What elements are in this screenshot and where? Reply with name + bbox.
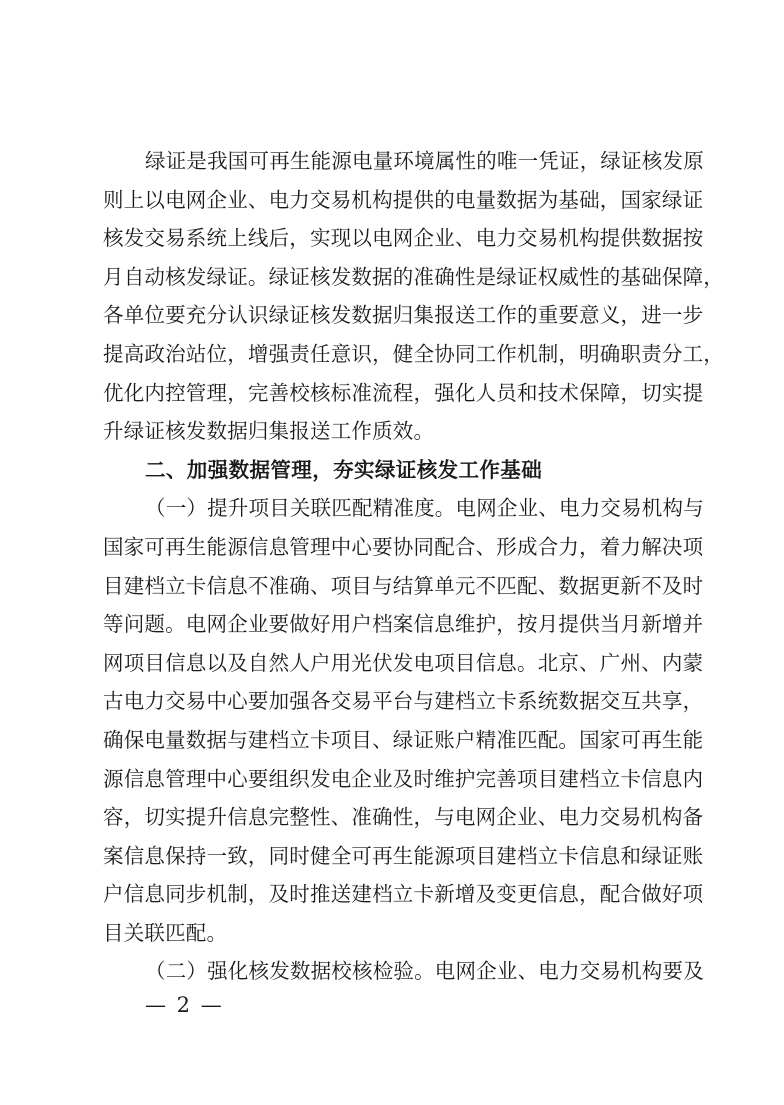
paragraph-line: 确保电量数据与建档立卡项目、绿证账户精准匹配。国家可再生能 <box>103 727 704 752</box>
paragraph-line: 古电力交易中心要加强各交易平台与建档立卡系统数据交互共享， <box>103 689 704 714</box>
paragraph-line: 则上以电网企业、电力交易机构提供的电量数据为基础，国家绿证 <box>103 187 704 212</box>
paragraph-line: 绿证是我国可再生能源电量环境属性的唯一凭证，绿证核发原 <box>145 149 704 173</box>
paragraph-line: 提高政治站位，增强责任意识，健全协同工作机制，明确职责分工， <box>103 341 724 366</box>
paragraph-line: 优化内控管理，完善校核标准流程，强化人员和技术保障，切实提 <box>103 380 704 405</box>
paragraph-line: 等问题。电网企业要做好用户档案信息维护，按月提供当月新增并 <box>103 612 704 637</box>
paragraph-line: 核发交易系统上线后，实现以电网企业、电力交易机构提供数据按 <box>103 226 704 251</box>
paragraph-line: （一）提升项目关联匹配精准度。电网企业、电力交易机构与 <box>145 496 704 521</box>
paragraph-line: 各单位要充分认识绿证核发数据归集报送工作的重要意义，进一步 <box>103 303 704 328</box>
paragraph-line: 源信息管理中心要组织发电企业及时维护完善项目建档立卡信息内 <box>103 766 704 791</box>
paragraph-line: 月自动核发绿证。绿证核发数据的准确性是绿证权威性的基础保障， <box>103 264 724 289</box>
paragraph-line: 网项目信息以及自然人户用光伏发电项目信息。北京、广州、内蒙 <box>103 650 704 675</box>
paragraph-line: 国家可再生能源信息管理中心要协同配合、形成合力，着力解决项 <box>103 534 704 559</box>
paragraph-line: 目建档立卡信息不准确、项目与结算单元不匹配、数据更新不及时 <box>103 573 704 598</box>
section-heading: 二、加强数据管理，夯实绿证核发工作基础 <box>145 457 543 482</box>
paragraph-line: 升绿证核发数据归集报送工作质效。 <box>103 419 435 444</box>
paragraph-line: 目关联匹配。 <box>103 920 228 945</box>
paragraph-line: （二）强化核发数据校核检验。电网企业、电力交易机构要及 <box>145 959 704 984</box>
body-text <box>103 142 724 991</box>
page-number: — 2 — <box>145 993 224 1017</box>
paragraph-line: 容，切实提升信息完整性、准确性，与电网企业、电力交易机构备 <box>103 805 704 830</box>
paragraph-line: 户信息同步机制，及时推送建档立卡新增及变更信息，配合做好项 <box>103 882 704 907</box>
paragraph-line: 案信息保持一致，同时健全可再生能源项目建档立卡信息和绿证账 <box>103 843 704 868</box>
